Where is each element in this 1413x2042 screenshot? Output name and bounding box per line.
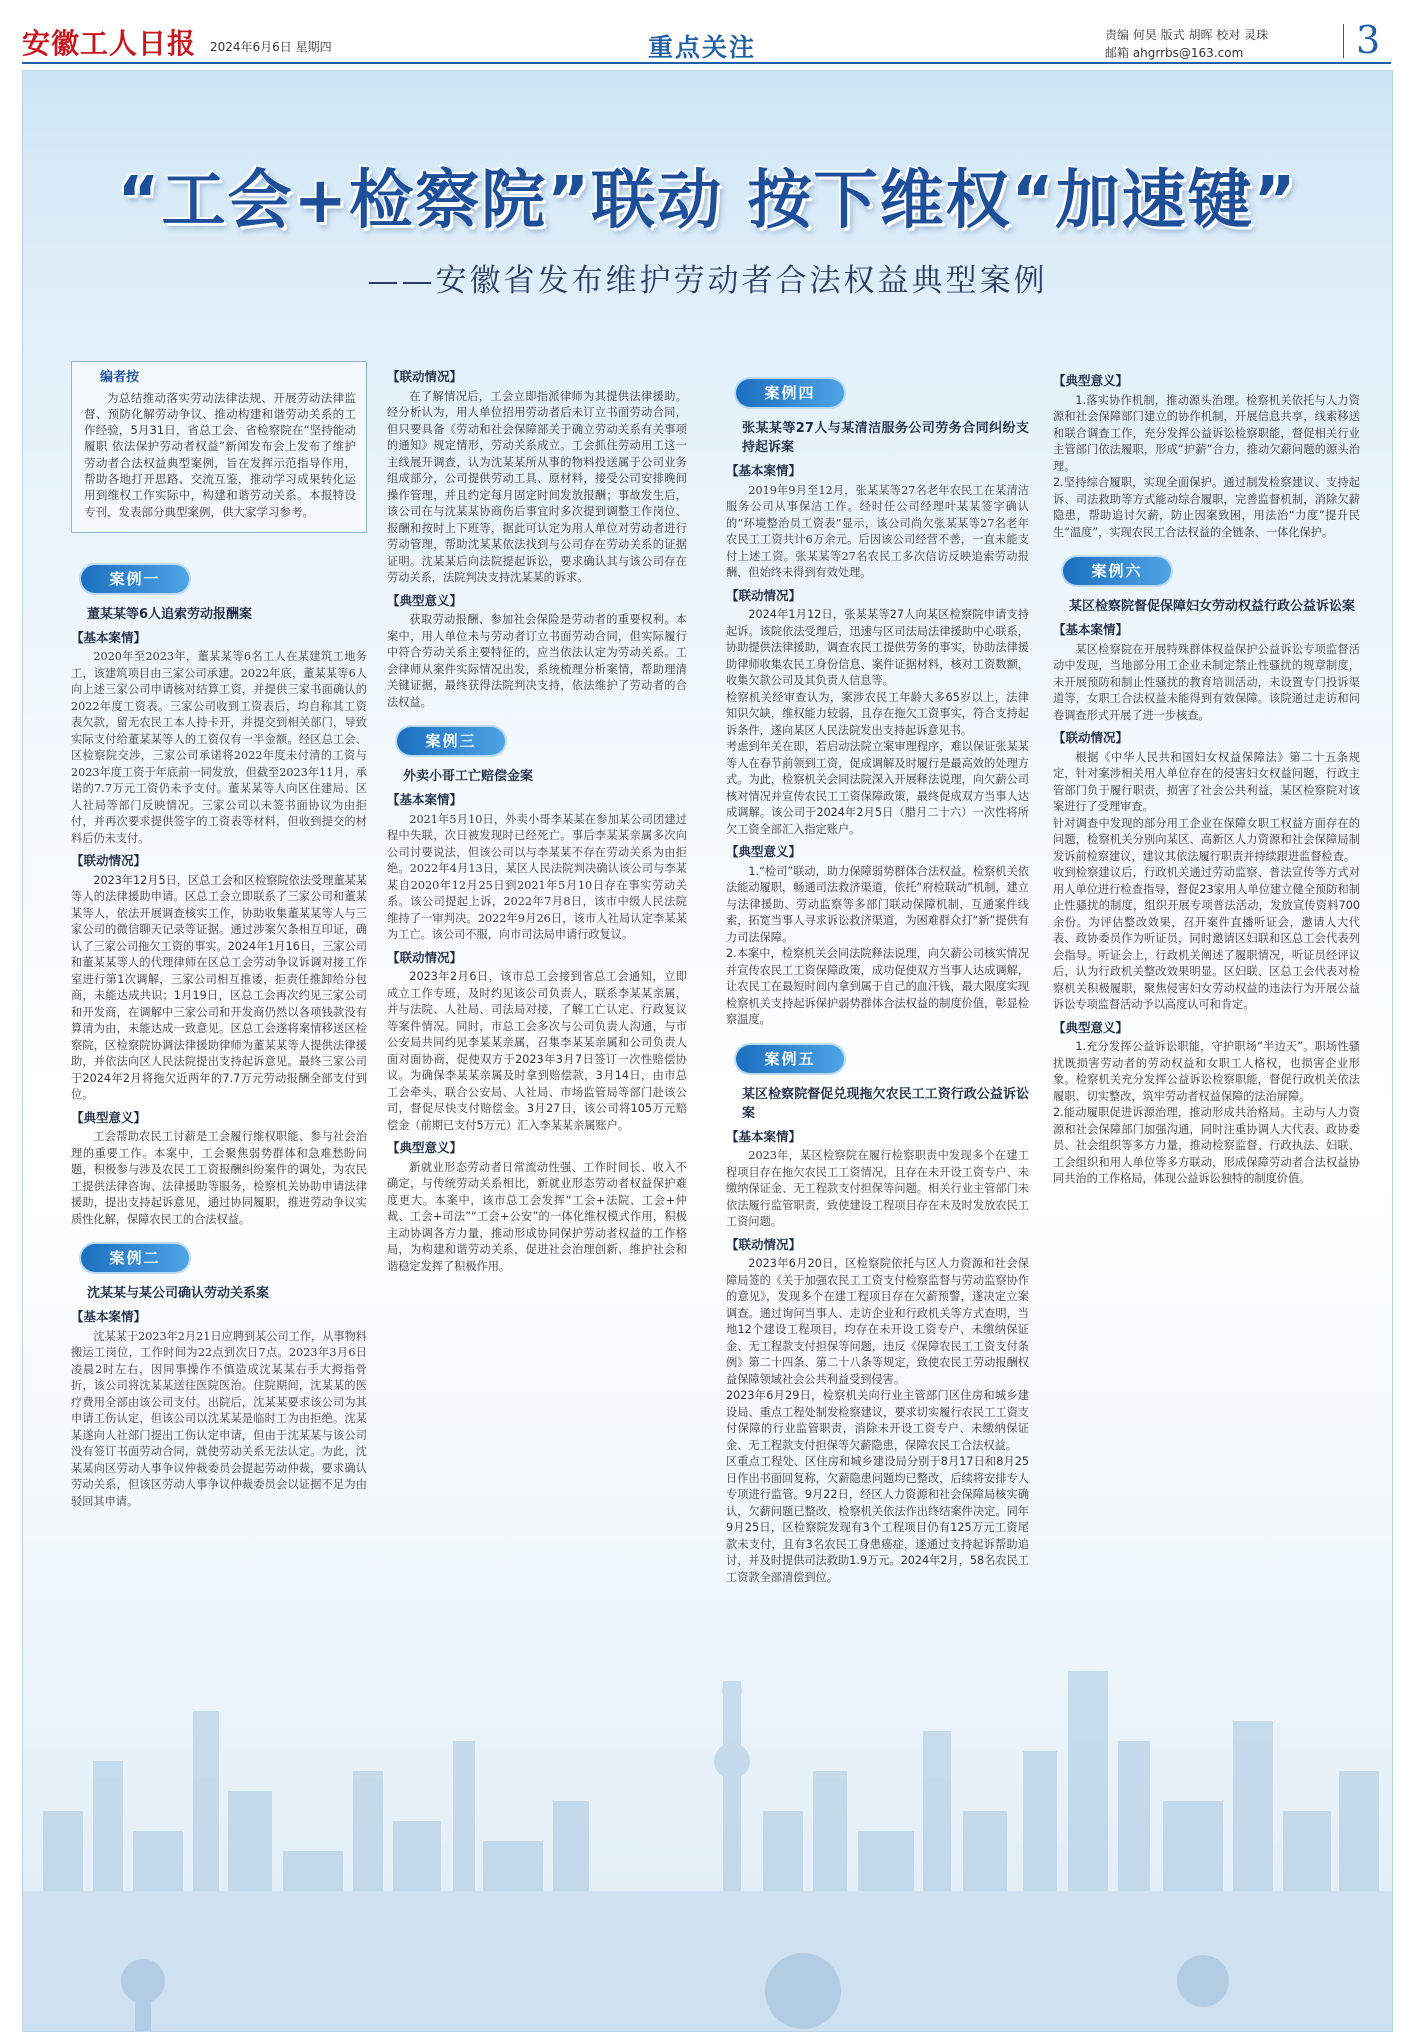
editor-note [71, 361, 367, 533]
case-2-continued [387, 369, 687, 711]
section-text: 2020年至2023年，董某某等6名工人在某建筑工地务工，该建筑项目由三家公司承建。2022年底，董某某等6人向上述三家公司申请核对结算工资，并提供三家书面确认的2022年度工资表。三家公司收到工资表后，均自称其工资表欠款，留无农民工本人持卡开，并提交到相关部门，导致实际支付给董某某等人的工资仅有一半金额。经区总工会、区检察院交涉，三家公司承诺将2022年度未付清的工资与2023年度工资于年底前一同发放，但截至2023年11月，承诺的7.7万元工资仍未予支付。董某某等人向区住建局、区人社局等部门反映情况。三家公司以未签书面协议为由拒付，并再次要求提供签字的工资表等材料，但收到提交的材料后仍未支付。 [71, 650, 367, 845]
case-title: 外卖小哥工亡赔偿金案 [403, 769, 534, 784]
section-heading: 【典型意义】 [726, 844, 802, 859]
section-heading: 【典型意义】 [387, 1140, 463, 1155]
section-text: 获取劳动报酬、参加社会保险是劳动者的重要权利。本案中，用人单位未与劳动者订立书面劳动合同，但实际履行中符合劳动关系主要特征的，应当依法认定为劳动关系。工会律师从案件实际情况出发，系统梳理分析案情，帮助理清关键证据，最终获得法院判决支持，依法维护了劳动者的合法权益。 [387, 613, 687, 709]
case-tag: 案例五 [736, 1045, 844, 1073]
column-1 [71, 361, 367, 1508]
page-body [22, 70, 1393, 2032]
section-text: 1.“检司”联动，助力保障弱势群体合法权益。检察机关依法能动履职，畅通司法救济渠道，依托“府检联动”机制，建立与法律援助、劳动监察等多部门联动保障机制，互通案件线索，拓宽当事人寻求诉讼救济渠道，为困难群众打“新”提供有力司法保障。 2.本案中，检察机关会同法院释法说理，向欠薪公司核实情况并宣传农民工工资保障政策，成功促使双方当事人达成调解，让农民工在最短时间内拿到属于自己的血汗钱，最大限度实现检察机关支持起诉保护弱势群体合法权益的制度价值，彰显检察温度。 [726, 864, 1029, 1026]
section-heading: 【基本案情】 [71, 1309, 147, 1325]
email-line: 邮箱 ahgrrbs@163.com [1105, 46, 1244, 60]
editors-info [1105, 26, 1268, 62]
section-text: 2024年1月12日，张某某等27人向某区检察院申请支持起诉。该院依法受理后，迅速与区司法局法律援助中心联系，协助提供法律援助，调查农民工提供劳务的事实，协助法律援助律师收集农民工身份信息、案件证据材料，核对工资数额，收集欠款公司及其负责人信息等。 检察机关经审查认为，案涉农民工年龄大多65岁以上，法律知识欠缺，维权能力较弱，且存在拖欠工资事实，符合支持起诉条件，遂向某区人民法院发出支持起诉意见书。 考虑到年关在即，若启动法院立案审理程序，难以保证张某某等人在春节前领到工资，促成调解及时履行是最高效的处理方式。为此，检察机关会同法院深入开展释法说理，向欠薪公司核对情况并宣传农民工工资保障政策，最终促成双方当事人达成调解。该公司于2024年2月5日（腊月二十六）一次性将所欠工资全部汇入指定账户。 [726, 608, 1029, 836]
section-heading: 【联动情况】 [387, 369, 463, 384]
editor-note-title: 编者按 [100, 370, 140, 385]
section-text: 1.落实协作机制，推动源头治理。检察机关依托与人力资源和社会保障部门建立的协作机制，开展信息共享，线索移送和联合调查工作，充分发挥公益诉讼检察职能，督促相关行业主管部门依法履职，形成“护薪”合力，推动欠薪问题的源头治理。 2.坚持综合履职，实现全面保护。通过制发检察建议、支持起诉、司法救助等方式能动综合履职，完善监督机制，消除欠薪隐患，帮助追讨欠薪，防止因案致困，用法治“力度”提升民生“温度”，实现农民工合法权益的全链条、一体化保护。 [1053, 393, 1360, 539]
case-tag: 案例四 [736, 379, 844, 407]
case-5-continued [1053, 373, 1360, 541]
case-title: 张某某等27人与某清洁服务公司劳务合同纠纷支持起诉案 [742, 421, 1029, 455]
section-text: 1.充分发挥公益诉讼职能，守护职场“半边天”。职场性骚扰既损害劳动者的劳动权益和女职工人格权，也损害企业形象。检察机关充分发挥公益诉讼检察职能，督促行政机关依法履职、切实整改，筑牢劳动者权益保障的法治屏障。 2.能动履职促进诉源治理，推动形成共治格局。主动与人力资源和社会保障部门加强沟通，同时注重协调人大代表、政协委员、社会组织等多方力量，推动检察监督、行政执法、妇联、工会组织和用人单位等多方联动，形成保障劳动者合法权益协同共治的工作格局，体现公益诉讼独特的制度价值。 [1053, 1040, 1360, 1185]
case-tag: 案例六 [1063, 557, 1171, 585]
column-3 [726, 371, 1029, 1584]
section-heading: 【典型意义】 [1053, 373, 1129, 388]
case-title: 董某某等6人追索劳动报酬案 [87, 606, 253, 622]
section-heading: 【基本案情】 [726, 1128, 802, 1144]
section-text: 2021年5月10日，外卖小哥李某某在参加某公司团建过程中失联，次日被发现时已经死亡。事后李某某亲属多次向公司讨要说法，但该公司以与李某某不存在劳动关系为由拒绝。2022年4月13日，某区人民法院判决确认该公司与李某某自2020年12月25日到2021年5月10日存在事实劳动关系。该公司提起上诉，2022年7月8日，该市中级人民法院维持了一审判决。2022年9月26日，该市人社局认定李某某为工亡。该公司不服，向市司法局申请行政复议。 [387, 812, 687, 941]
case-tag: 案例三 [397, 727, 505, 755]
newspaper-logo: 安徽工人日报 [22, 27, 197, 60]
section-heading: 【联动情况】 [726, 587, 802, 603]
section-heading: 【典型意义】 [71, 1109, 147, 1125]
masthead [0, 0, 1413, 64]
case-tag: 案例二 [81, 1244, 189, 1272]
section-heading: 【基本案情】 [387, 792, 463, 807]
section-text: 2023年12月5日，区总工会和区检察院依法受理董某某等人的法律援助申请。区总工会立即联系了三家公司和董某某等人，依法开展调查核实工作，协助收集董某某等人与三家公司的微信聊天记录等证据。通过涉案欠条相互印证，确认了三家公司拖欠工资的事实。2024年1月16日，三家公司和董某某等人的代理律师在区总工会劳动争议诉调对接工作室进行第1次调解，三家公司相互推诿，拒责任推卸给分包商，未能达成共识；1月19日，区总工会再次约见三家公司和开发商，在调解中三家公司和开发商仍然以各项钱款没有算清为由，未能达成一致意见。区总工会遂将案情移送区检察院，区检察院协调法律援助律师为董某某等人提供法律援助，并依法向区人民法院提出支持起诉意见。最终三家公司于2024年2月将拖欠近两年的7.7万元劳动报酬全部支付到位。 [71, 873, 367, 1102]
column-4 [1053, 367, 1360, 1196]
section-title: 重点关注 [648, 33, 757, 62]
section-text: 2023年，某区检察院在履行检察职责中发现多个在建工程项目存在拖欠农民工工资情况，且存在未开设工资专户、未缴纳保证金、无工程款支付担保等问题。相关行业主管部门未依法履行监管职责，致使建设工程项目存在未及时发放农民工工资问题。 [726, 1149, 1029, 1228]
case-1 [71, 557, 367, 1229]
section-text: 2023年6月20日，区检察院依托与区人力资源和社会保障局签的《关于加强农民工工资支付检察监督与劳动监察协作的意见》，发现多个在建工程项目存在欠薪预警，遂决定立案调查。通过询问当事人、走访企业和行政机关等方式查明，当地12个建设工程项目，均存在未开设工资专户、未缴纳保证金、无工程款支付担保等问题，违反《保障农民工工资支付条例》第二十四条、第二十八条等规定，致使农民工劳动报酬权益保障领域社会公共利益受到侵害。 2023年6月29日，检察机关向行业主管部门区住房和城乡建设局、重点工程处制发检察建议，要求切实履行农民工工资支付保障的行业监管职责，消除未开设工资专户、未缴纳保证金、无工程款支付担保等欠薪隐患，保障农民工合法权益。 区重点工程处、区住房和城乡建设局分别于8月17日和8月25日作出书面回复称，欠薪隐患问题均已整改，后续将安排专人专项进行监管。9月22日，经区人力资源和社会保障局核实确认，欠薪问题已整改，检察机关依法作出终结案件决定。同年9月25日，区检察院发现有3个工程项目仍有125万元工资尾款未支付，且有3名农民工身患癌症，遂通过支持起诉帮助追讨，并及时提供司法救助1.9万元。2024年2月，58名农民工工资款全部清偿到位。 [726, 1257, 1029, 1584]
case-title: 某区检察院督促保障妇女劳动权益行政公益诉讼案 [1069, 599, 1356, 614]
column-2 [387, 363, 687, 1283]
section-heading: 【典型意义】 [387, 592, 463, 608]
section-text: 新就业形态劳动者日常流动性强、工作时间长、收入不确定，与传统劳动关系相比，新就业形态劳动者权益保护难度更大。本案中，该市总工会发挥“工会+法院、工会+仲裁、工会+司法”“工会+公安”的一体化维权模式作用，积极主动协调各方力量，推动形成协同保护劳动者权益的工作格局，为构建和谐劳动关系，促进社会治理创新、维护社会和谐稳定发挥了积极作用。 [387, 1160, 687, 1273]
sub-headline: ——安徽省发布维护劳动者合法权益典型案例 [367, 263, 1048, 299]
header-rule [22, 62, 1391, 64]
section-heading: 【基本案情】 [71, 629, 147, 645]
section-text: 根据《中华人民共和国妇女权益保障法》第二十五条规定，针对案涉相关用人单位存在的侵害妇女权益问题，行政主管部门负于履行职责，损害了社会公共利益，某区检察院对该案进行了受理审查。 针对调查中发现的部分用工企业在保障女职工权益方面存在的问题，检察机关分别向某区、高新区人力资源和社会保障局制发诉前检察建议，建议其依法履行职责并持续跟进监督检查。 收到检察建议后，行政机关通过劳动监察、普法宣传等方式对用人单位进行检查指导，督促23家用人单位建立健全预防和制止性骚扰的制度，组织开展专项普法活动，发放宣传资料700余份。为评估整改效果，召开案件直播听证会，邀请人大代表、政协委员作为听证员，同时邀请区妇联和区总工会代表列会指导。听证会上，行政机关阐述了履职情况，听证员经评议后，认为行政机关整改效果明显。区妇联、区总工会代表对检察机关积极履职，聚焦侵害妇女劳动权益的违法行为开展公益诉讼专项监督活动予以高度认可和肯定。 [1053, 750, 1360, 1011]
editor-note-body: 为总结推动落实劳动法律法规、开展劳动法律监督、预防化解劳动争议、推动构建和谐劳动关系的工作经验，5月31日，省总工会、省检察院在“坚持能动履职 依法保护劳动者权益”新闻发布会上发布了维护劳动者合法权益典型案例，旨在发挥示范指导作用，帮助各地打开思路、交流互鉴，推动学习成果转化运用到维权工作实际中，构建和谐劳动关系。本报特设专刊，发表部分典型案例，供大家学习参考。 [84, 390, 356, 519]
section-heading: 【联动情况】 [71, 853, 147, 869]
divider [1343, 24, 1344, 58]
case-tag: 案例一 [81, 565, 189, 593]
section-text: 2019年9月至12月，张某某等27名老年农民工在某清洁服务公司从事保洁工作。经时任公司经理叶某某签字确认的“环境整治员工资表”显示，该公司尚欠张某某等27名老年农民工工资共计6万余元。后因该公司经营不善，一直未能支付上述工资。张某某等27名农民工多次信访反映追索劳动报酬，但始终未得到有效处理。 [726, 483, 1029, 579]
main-headline: “工会+检察院”联动 按下维权“加速键” [117, 164, 1298, 238]
section-text: 工会帮助农民工讨薪是工会履行维权职能、参与社会治理的重要工作。本案中，工会聚焦弱势群体和急难愁盼问题，积极参与涉及农民工工资报酬纠纷案件的调处，为农民工提供法律咨询、法律援助等服务，检察机关协助申请法律援助，提出支持起诉意见，通过协同履职，推进劳动争议实质性化解，保障农民工的合法权益。 [71, 1130, 367, 1226]
case-title: 某区检察院督促兑现拖欠农民工工资行政公益诉讼案 [742, 1086, 1029, 1121]
case-2-start [71, 1236, 367, 1508]
issue-date: 2024年6月6日 星期四 [210, 40, 332, 54]
section-heading: 【联动情况】 [387, 949, 463, 965]
section-heading: 【典型意义】 [1053, 1019, 1129, 1035]
section-heading: 【基本案情】 [726, 463, 802, 478]
section-text: 沈某某于2023年2月21日应聘到某公司工作，从事物料搬运工岗位，工作时间为22点到次日7点。2023年3月6日凌晨2时左右，因同事操作不慎造成沈某某右手大拇指骨折，该公司将沈某某送往医院医治。住院期间，沈某某的医疗费用全部由该公司支付。出院后，沈某某要求该公司为其申请工伤认定，但该公司以沈某某是临时工为由拒绝。沈某某遂向人社部门提出工伤认定申请，但由于沈某某与该公司没有签订书面劳动合同，就使劳动关系无法认定。为此，沈某某向区劳动人事争议仲裁委员会提起劳动仲裁，要求确认劳动关系，但该区劳动人事争议仲裁委员会以证据不足为由驳回其申请。 [71, 1329, 367, 1508]
case-4 [726, 371, 1029, 1029]
page-number: 3 [1356, 18, 1381, 62]
editors-line: 责编 何昊 版式 胡晖 校对 灵珠 [1105, 28, 1269, 42]
case-title: 沈某某与某公司确认劳动关系案 [87, 1286, 270, 1302]
section-heading: 【基本案情】 [1053, 622, 1129, 637]
case-3 [387, 719, 687, 1275]
section-heading: 【联动情况】 [1053, 730, 1129, 745]
section-text: 在了解情况后，工会立即指派律师为其提供法律援助。经分析认为，用人单位招用劳动者后未订立书面劳动合同，但只要具备《劳动和社会保障部关于确立劳动关系有关事项的通知》规定情形，劳动关系成立。工会抓住劳动用工这一主线展开调查，认为沈某某所从事的物料投送属于公司业务组成部分，公司提供劳动工具、原材料，接受公司安排晚间操作管理，并且约定每月固定时间发放报酬；事故发生后，该公司在与沈某某协商伤后事宜时多次提到调整工作岗位、报酬和按时上下班等，据此可认定为用人单位对劳动者进行劳动管理，帮助沈某某依法找到与公司存在劳动关系的证据证明。沈某某后向法院提起诉讼，要求确认其与该公司存在劳动关系，法院判决支持沈某某的诉求。 [387, 389, 687, 584]
section-text: 某区检察院在开展特殊群体权益保护公益诉讼专项监督活动中发现，当地部分用工企业未制定禁止性骚扰的规章制度，未开展预防和制止性骚扰的教育培训活动，未设置专门投诉渠道等，女职工合法权益未能得到有效保障。该院通过走访和问卷调查形式开展了进一步核查。 [1053, 642, 1360, 722]
case-6 [1053, 549, 1360, 1188]
section-text: 2023年2月6日，该市总工会接到省总工会通知，立即成立工作专班，及时约见该公司负责人，联系李某某亲属，并与法院、人社局、司法局对接，了解工亡认定、行政复议等案件情况。同时，市总工会多次与公司负责人沟通，与市公安局共同约见李某某亲属，召集李某某亲属和公司负责人面对面协商，促使双方于2023年3月7日签订一次性赔偿协议。为确保李某某亲属及时拿到赔偿款，3月14日，由市总工会牵头，联合公安局、人社局、市场监管局等部门赴该公司，督促尽快支付赔偿金。3月27日，该公司将105万元赔偿金（前期已支付5万元）汇入李某某亲属账户。 [387, 970, 687, 1132]
city-skyline-illustration [23, 1511, 1392, 2031]
section-heading: 【联动情况】 [726, 1236, 802, 1252]
case-5 [726, 1037, 1029, 1584]
